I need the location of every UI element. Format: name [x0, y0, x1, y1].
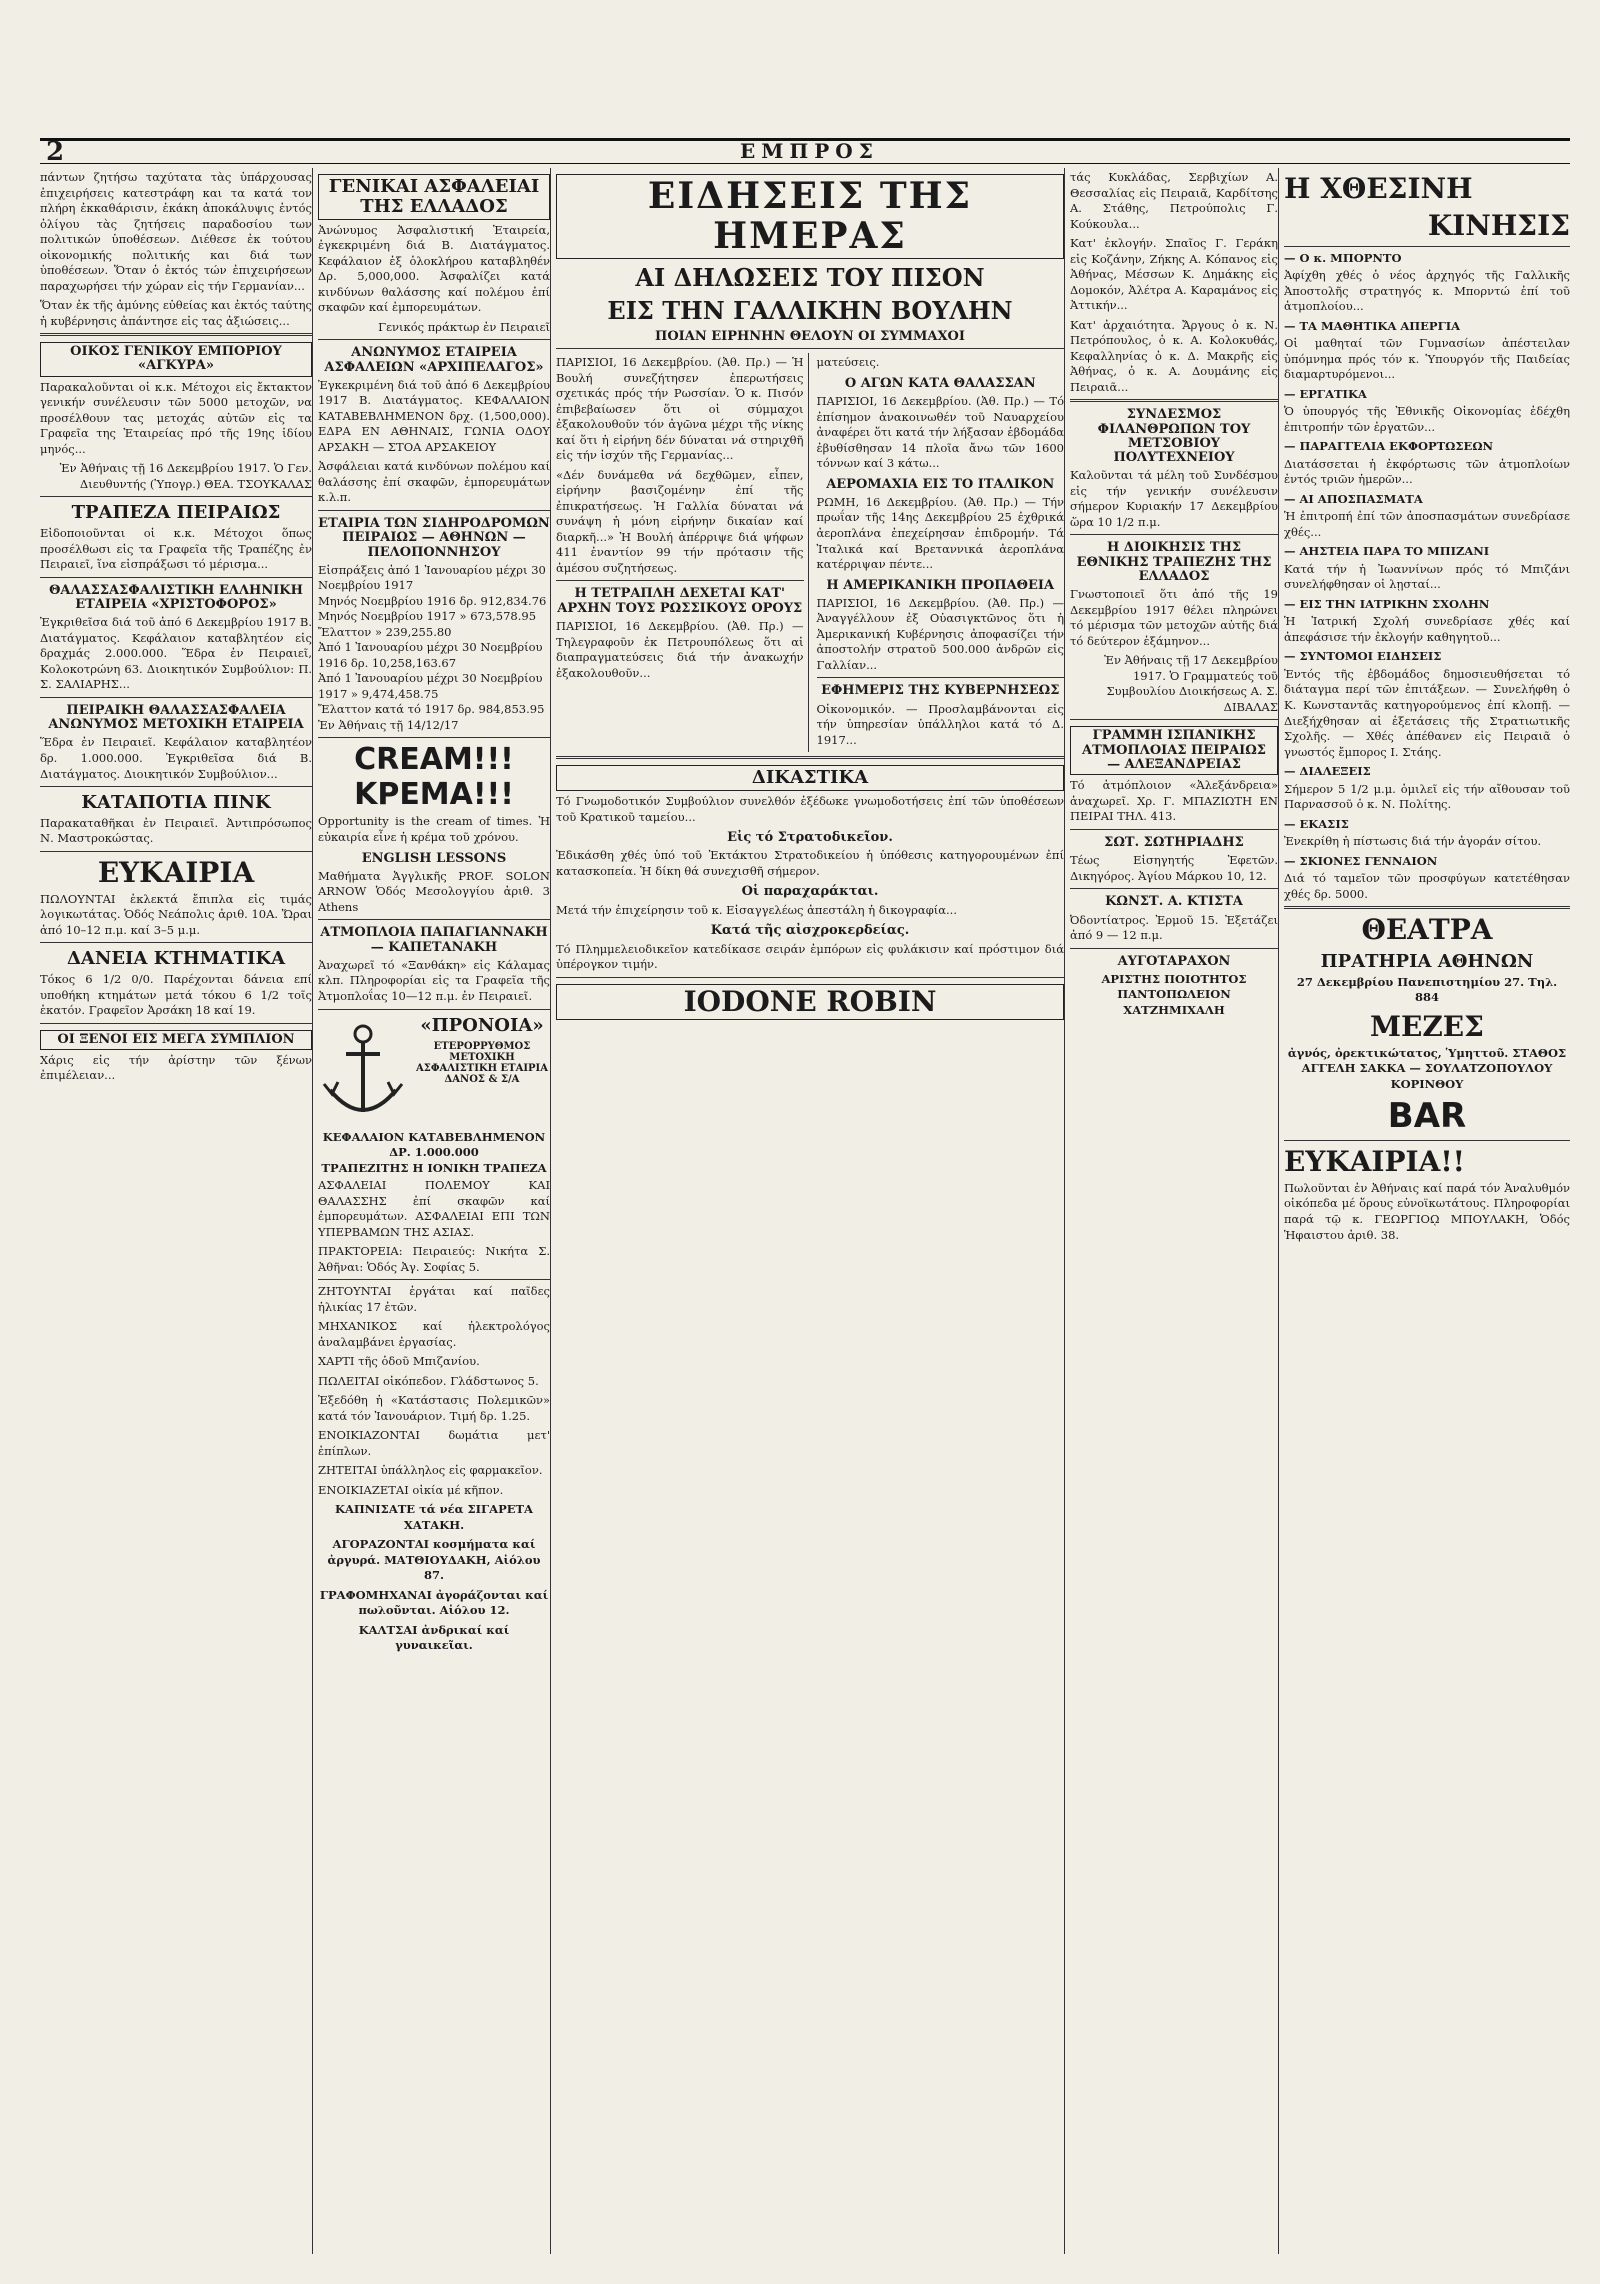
section-title: ΕΙΔΗΣΕΙΣ ΤΗΣ ΗΜΕΡΑΣ: [556, 174, 1064, 259]
ad-grammi-text: Τό ἀτμόπλοιον «Ἀλεξάνδρεια» ἀναχωρεῖ. Χρ. Γ. ΜΠΑΖΙΩΤΗ ΕΝ ΠΕΙΡΑΙ ΤΗΛ. 413.: [1070, 778, 1278, 824]
ad-augotaraxon-title: ΑΥΓΟΤΑΡΑΧΟΝ: [1117, 953, 1231, 969]
ad-dioikisis-sign: Ἐν Ἀθήναις τῇ 17 Δεκεμβρίου 1917. Ὁ Γραμματεύς τοῦ Συμβουλίου Διοικήσεως Α. Σ. ΔΙΒΑΛΑΣ: [1104, 653, 1278, 714]
ad-english-title: ENGLISH LESSONS: [361, 850, 507, 866]
ad-christoforos-title: ΘΑΛΑΣΣΑΣΦΑΛΙΣΤΙΚΗ ΕΛΛΗΝΙΚΗ ΕΤΑΙΡΕΙΑ «ΧΡΙΣΤΟΦΟΡΟΣ»: [49, 582, 303, 612]
divider: [1284, 906, 1570, 909]
article-efimeris-text: Οἰκονομικόν. — Προσλαμβάνονται εἰς τήν ὑπηρεσίαν ὑπάλληλοι κατά τό Δ. 1917...: [816, 701, 1064, 747]
news-item-heading: — ΔΙΑΛΕΞΕΙΣ: [1284, 764, 1371, 779]
classified-item: ΚΑΛΤΣΑΙ ἀνδρικαί καί γυναικεῖαι.: [358, 1622, 510, 1653]
news-item-heading: — ΤΑ ΜΑΘΗΤΙΚΑ ΑΠΕΡΓΙΑ: [1284, 318, 1461, 333]
paper-name: ΕΜΠΡΟΣ: [740, 139, 879, 163]
ad-pronoia-agency: ΠΡΑΚΤΟΡΕΙΑ: Πειραιεύς: Νικήτα Σ. Ἀθῆναι: Ὁδός Ἀγ. Σοφίας 5.: [318, 1244, 550, 1274]
divider: [318, 737, 550, 738]
dikastika-sub2: Οἱ παραχαράκται.: [741, 884, 879, 900]
ad-xenoi-title: ΟΙ ΞΕΝΟΙ ΕΙΣ ΜΕΓΑ ΣΥΜΠΛΙΟΝ: [40, 1030, 312, 1050]
news-item-text: Διά τό ταμεῖον τῶν προσφύγων κατετέθησαν χθές δρ. 5000.: [1284, 871, 1570, 901]
ad-ktista-title: ΚΩΝΣΤ. Α. ΚΤΙΣΤΑ: [1105, 894, 1243, 910]
kinisis-title-1: Η ΧΘΕΣΙΝΗ: [1284, 172, 1473, 205]
news-columns: [556, 353, 1064, 752]
divider: [40, 786, 312, 787]
article-aeromachia-text: ΡΩΜΗ, 16 Δεκεμβρίου. (Ἀθ. Πρ.) — Τήν πρωΐαν τῆς 14ης Δεκεμβρίου 25 ἐχθρικά ἀεροπλάνα ἐπεχείρησαν ἐπιδρομήν. Τά Ἰταλικά καί Βρεταννικά ἀεροπλάνα κατέρριψαν πέντε...: [816, 494, 1064, 572]
receipt-line: Μηνός Νοεμβρίου 1916 δρ. 912,834.76: [318, 593, 547, 608]
ad-katapotia-title: ΚΑΤΑΠΟΤΙΑ ΠΙΝΚ: [81, 792, 271, 814]
classified-item: ΠΩΛΕΙΤΑΙ οἰκόπεδον. Γλάδστωνος 5.: [318, 1373, 539, 1388]
divider: [1070, 888, 1278, 889]
appointments-text-3: Κατ' ἀρχαιότητα. Ἄργους ὁ κ. Ν. Πετρόπουλος, ὁ κ. Α. Κολοκυθάς, Κεφαλληνίας ὁ κ. Δ. Μακρῆς εἰς Ἀθήνας, ὁ κ. Α. Δουμάνης εἰς Πειραιᾶ...: [1070, 317, 1278, 394]
article-tetraple-text: ΠΑΡΙΣΙΟΙ, 16 Δεκεμβρίου. (Ἀθ. Πρ.) — Τηλεγραφοῦν ἐκ Πετρουπόλεως ὅτι αἱ διαπραγματεύσεις διά τήν ἀνακωχήν ἐξακολουθοῦν...: [556, 619, 804, 680]
ad-eukairia-title: ΕΥΚΑΙΡΙΑ: [97, 855, 255, 889]
divider: [817, 677, 1065, 678]
article-pison-cont: «Δέν δυνάμεθα νά δεχθῶμεν, εἶπεν, εἰρήνην βασιζομένην ἐπί τῆς ἐπικρατήσεως. Ἡ Γαλλία δύναται νά συνάψη ἡ μόνη εἰρήνην δικαίαν καί διαρκῆ...» Ἡ Βουλή ἀπέρριψε διά ψήφων 411 ἐναντίον 99 τήν πρότασιν τῆς ἀμέσου συζητήσεως.: [556, 467, 804, 575]
ad-dioikisis-title: Η ΔΙΟΙΚΗΣΙΣ ΤΗΣ ΕΘΝΙΚΗΣ ΤΡΑΠΕΖΗΣ ΤΗΣ ΕΛΛΑΔΟΣ: [1076, 540, 1272, 585]
article-thalassa-title: Ο ΑΓΩΝ ΚΑΤΑ ΘΑΛΑΣΣΑΝ: [844, 375, 1036, 391]
ad-cream-title: CREAM!!! ΚΡΕΜΑ!!!: [354, 742, 514, 813]
receipt-line: Μηνός Νοεμβρίου 1917 » 673,578.95: [318, 609, 537, 624]
ad-genikai-note: Γενικός πράκτωρ ἐν Πειραιεῖ: [378, 319, 550, 334]
news-item-heading: — ΑΙ ΑΠΟΣΠΑΣΜΑΤΑ: [1284, 491, 1423, 506]
ad-pronoia-sub: ΕΤΕΡΟΡΡΥΘΜΟΣ ΜΕΤΟΧΙΚΗ ΑΣΦΑΛΙΣΤΙΚΗ ΕΤΑΙΡΙΑ ΔΑΝΟΣ & Σ/Α: [415, 1041, 548, 1086]
classified-item: ΕΝΟΙΚΙΑΖΕΤΑΙ οἰκία μέ κῆπον.: [318, 1482, 504, 1497]
classified-item: Ἐξεδόθη ἡ «Κατάστασις Πολεμικῶν» κατά τόν Ἰανουάριον. Τιμή δρ. 1.25.: [318, 1393, 550, 1423]
divider: [1070, 948, 1278, 949]
divider: [1284, 246, 1570, 247]
classified-item: ΖΗΤΟΥΝΤΑΙ ἐργάται καί παῖδες ἡλικίας 17 ἐτῶν.: [318, 1284, 550, 1314]
divider: [40, 697, 312, 698]
ad-archipelagos-text2: Ἀσφάλειαι κατά κινδύνων πολέμου καί θαλάσσης ἐπί σκαφῶν, ἐμπορευμάτων κ.λ.π.: [318, 459, 550, 505]
theatre-text: 27 Δεκεμβρίου Πανεπιστημίου 27. Τηλ. 884: [1296, 974, 1558, 1005]
ad-syndesmos-title: ΣΥΝΔΕΣΜΟΣ ΦΙΛΑΝΘΡΩΠΩΝ ΤΟΥ ΜΕΤΣΟΒΙΟΥ ΠΟΛΥΤΕΧΝΕΙΟΥ: [1097, 407, 1251, 466]
ad-archipelagos-title: ΑΝΩΝΥΜΟΣ ΕΤΑΙΡΕΙΑ ΑΣΦΑΛΕΙΩΝ «ΑΡΧΙΠΕΛΑΓΟΣ»: [324, 345, 544, 375]
divider: [1070, 829, 1278, 830]
classified-item: ΧΑΡΤΙ τῆς ὁδοῦ Μπιζανίου.: [318, 1354, 480, 1369]
appointments-text: τάς Κυκλάδας, Σερβιχίων Α. Θεσσαλίας εἰς Πειραιᾶ, Καρδίτσης Α. Στάθης, Πετρούπολις Γ. Κούκουλα...: [1070, 170, 1278, 231]
news-item-text: Ἐνεκρίθη ἡ πίστωσις διά τήν ἀγοράν σίτου.: [1284, 834, 1542, 849]
news-item-heading: — ΠΑΡΑΓΓΕΛΙΑ ΕΚΦΟΡΤΩΣΕΩΝ: [1284, 439, 1494, 454]
column-3: [556, 168, 1065, 2254]
ad-augotaraxon-text: ΑΡΙΣΤΗΣ ΠΟΙΟΤΗΤΟΣ ΠΑΝΤΟΠΩΛΕΙΟΝ ΧΑΤΖΗΜΙΧΑΛΗ: [1101, 971, 1247, 1017]
dikastika-title: ΔΙΚΑΣΤΙΚΑ: [556, 765, 1064, 791]
ad-english-text: Μαθήματα Ἀγγλικῆς PROF. SOLON ARNOW Ὁδός Μεσολογγίου ἀριθ. 3 Athens: [318, 868, 550, 914]
ad-sotiriadis-text: Τέως Εἰσηγητής Ἐφετῶν. Δικηγόρος. Ἀγίου Μάρκου 10, 12.: [1070, 853, 1278, 883]
article-ameriki-title: Η ΑΜΕΡΙΚΑΝΙΚΗ ΠΡΟΠΑΘΕΙΑ: [826, 577, 1055, 593]
divider: [556, 977, 1064, 978]
divider: [556, 580, 804, 581]
railway-receipts: [318, 563, 550, 734]
receipt-line: Εἰσπράξεις ἀπό 1 Ἰανουαρίου μέχρι 30 Νοεμβρίου 1917: [318, 562, 546, 593]
ad-eukairia-text: ΠΩΛΟΥΝΤΑΙ ἐκλεκτά ἔπιπλα εἰς τιμάς λογικωτάτας. Ὁδός Νεάπολις ἀριθ. 10Α. Ὥραι ἀπό 10–12 π.μ. καί 3–5 μ.μ.: [40, 891, 312, 937]
dikastika-text3: Μετά τήν ἐπιχείρησιν τοῦ κ. Εἰσαγγελέως ἀπεστάλη ἡ δικογραφία...: [556, 902, 957, 917]
article-ameriki-text: ΠΑΡΙΣΙΟΙ, 16 Δεκεμβρίου. (Ἀθ. Πρ.) — Ἀναγγέλλουν ἐξ Οὐασιγκτῶνος ὅτι ἡ Ἀμερικανική Κυβέρνησις ἀποφασίζει τήν ἀποστολήν στρατοῦ 500.000 ἀνδρῶν εἰς Γαλλίαν...: [816, 595, 1064, 672]
column-5: [1284, 168, 1570, 2254]
classified-item: ΚΑΠΝΙΣΑΤΕ τά νέα ΣΙΓΑΡΕΤΑ ΧΑΤΑΚΗ.: [335, 1502, 533, 1532]
divider: [318, 510, 550, 511]
ad-peiraiki-text: Ἕδρα ἐν Πειραιεῖ. Κεφάλαιον καταβλητέον δρ. 1.000.000. Ἐγκριθεῖσα διά Β. Διατάγματος. Διοικητικόν Συμβούλιον...: [40, 735, 312, 781]
classified-item: ΑΓΟΡΑΖΟΝΤΑΙ κοσμήματα καί ἀργυρά. ΜΑΤΘΙΟΥΔΑΚΗ, Αἰόλου 87.: [327, 1537, 541, 1583]
ad-xenoi-text: Χάρις εἰς τήν ἀρίστην τῶν ξένων ἐπιμέλειαν...: [40, 1052, 312, 1083]
page-number: 2: [46, 137, 65, 167]
news-item-heading: — Ο κ. ΜΠΟΡΝΤΟ: [1284, 250, 1402, 265]
theatre-title: ΘΕΑΤΡΑ: [1361, 913, 1493, 947]
divider: [1070, 534, 1278, 535]
column-1: [40, 168, 313, 2254]
kinisis-title-2: ΚΙΝΗΣΙΣ: [1427, 208, 1570, 242]
divider: [40, 851, 312, 852]
classified-item: ΖΗΤΕΙΤΑΙ ὑπάλληλος εἰς φαρμακεῖον.: [318, 1463, 543, 1478]
divider: [1070, 399, 1278, 402]
article-cont: ματεύσεις.: [816, 355, 880, 370]
ad-agkyra-sign: Ἐν Ἀθήναις τῇ 16 Δεκεμβρίου 1917. Ὁ Γεν. Διευθυντής (Ὑπογρ.) ΘΕΑ. ΤΣΟΥΚΑΛΑΣ: [59, 461, 312, 491]
ad-trapeza-peiraios-title: ΤΡΑΠΕΖΑ ΠΕΙΡΑΙΩΣ: [71, 502, 281, 524]
ad-sidirodromoi-title: ΕΤΑΙΡΙΑ ΤΩΝ ΣΙΔΗΡΟΔΡΟΜΩΝ ΠΕΙΡΑΙΩΣ — ΑΘΗΝΩΝ — ΠΕΛΟΠΟΝΝΗΣΟΥ: [318, 515, 550, 560]
column-4: [1070, 168, 1279, 2254]
ad-ktista-text: Ὀδοντίατρος. Ἑρμοῦ 15. Ἐξετάζει ἀπό 9 — 12 π.μ.: [1070, 912, 1278, 943]
receipt-line: Ἐν Ἀθήναις τῇ 14/12/17: [318, 717, 459, 732]
news-item-heading: — ΕΡΓΑΤΙΚΑ: [1284, 386, 1367, 401]
news-item-text: Σήμερον 5 1/2 μ.μ. ὁμιλεῖ εἰς τήν αἴθουσαν τοῦ Παρνασσοῦ ὁ κ. Ν. Πολίτης.: [1284, 781, 1570, 812]
ad-genikai-text: Ἀνώνυμος Ἀσφαλιστική Ἑταιρεία, ἐγκεκριμένη διά Β. Διατάγματος. Κεφάλαιον ἐξ ὁλοκλήρου καταβληθέν Δρ. 5,000,000. Ἀσφαλίζει κατά κινδύνων θαλάσσης καί πολέμου ἐπί σκαφῶν καί ἐμπορευμάτων.: [318, 222, 550, 315]
ad-christoforos-text: Ἐγκριθεῖσα διά τοῦ ἀπό 6 Δεκεμβρίου 1917 Β. Διατάγματος. Κεφάλαιον καταβλητέον εἰς δραχμάς 2.000.000. Ἕδρα ἐν Πειραιεῖ, Κολοκοτρώνη 63. Διοικητικόν Συμβούλιον: Π. Σ. ΣΑΛΙΑΡΗΣ...: [40, 615, 312, 692]
ad-pronoia-text: ΑΣΦΑΛΕΙΑΙ ΠΟΛΕΜΟΥ ΚΑΙ ΘΑΛΑΣΣΗΣ ἐπί σκαφῶν καί ἐμπορευμάτων. ΑΣΦΑΛΕΙΑΙ ΕΠΙ ΤΩΝ ΥΠΕΡΒΑΜΩΝ ΤΗΣ ΑΣΙΑΣ.: [318, 1178, 550, 1239]
news-item-text: Ἐντός τῆς ἑβδομάδος δημοσιευθήσεται τό διάταγμα περί τῶν ἐπιτάξεων. — Συνελήφθη ὁ Κ. Κωνσταντᾶς κατηγορούμενος ἐπί κλοπῇ. — Διεξήχθησαν αἱ ἐξετάσεις τῆς Στρατιωτικῆς Σχολῆς. — Χθές ἀπέθανεν εἰς Πειραιᾶ ὁ γνωστός ἔμπορος Ι. Στάης.: [1284, 666, 1570, 759]
theatre-sub: ΠΡΑΤΗΡΙΑ ΑΘΗΝΩΝ: [1320, 950, 1534, 972]
classified-item: ΜΗΧΑΝΙΚΟΣ καί ἠλεκτρολόγος ἀναλαμβάνει ἐργασίας.: [318, 1319, 550, 1349]
mezes-text: ἀγνός, ὀρεκτικώτατος, Ὑμηττοῦ. ΣΤΑΘΟΣ ΑΓΓΕΛΗ ΣΑΚΚΑ — ΣΟΥΛΑΤΖΟΠΟΥΛΟΥ ΚΟΡΙΝΘΟΥ: [1287, 1045, 1567, 1091]
receipt-line: Ἀπό 1 Ἰανουαρίου μέχρι 30 Νοεμβρίου 1917 » 9,474,458.75: [318, 671, 543, 701]
headline-1: ΑΙ ΔΗΛΩΣΕΙΣ ΤΟΥ ΠΙΣΟΝ: [635, 263, 985, 293]
lead-article-cont: Ὅταν ἐκ τῆς ἀμύνης εὐθείας και ἐκτός ταύτης ἡ κυβέρνησις ἀπάντησε εἰς τας ἀξιώσεις...: [40, 298, 312, 328]
news-item-text: Ἡ ἐπιτροπή ἐπί τῶν ἀποσπασμάτων συνεδρίασε χθές...: [1284, 509, 1570, 539]
divider: [318, 1279, 550, 1280]
classifieds: [318, 1284, 550, 1654]
receipt-line: Ἀπό 1 Ἰανουαρίου μέχρι 30 Νοεμβρίου 1916 δρ. 10,258,163.67: [318, 640, 543, 670]
ad-syndesmos-text: Καλοῦνται τά μέλη τοῦ Συνδέσμου εἰς τήν γενικήν συνέλευσιν σήμερον Κυριακήν 17 Δεκεμβρίου ὥρα 10 1/2 π.μ.: [1070, 468, 1278, 529]
dikastika-text: Τό Γνωμοδοτικόν Συμβούλιον συνελθόν ἐξέδωκε γνωμοδοτήσεις ἐπί τῶν ὑποθέσεων τοῦ Κρατικοῦ ταμείου...: [556, 794, 1064, 824]
ad-atmoploia-title: ΑΤΜΟΠΛΟΙΑ ΠΑΠΑΓΙΑΝΝΑΚΗ — ΚΑΠΕΤΑΝΑΚΗ: [320, 925, 548, 955]
article-pison: ΠΑΡΙΣΙΟΙ, 16 Δεκεμβρίου. (Ἀθ. Πρ.) — Ἡ Βουλή συνεζήτησεν ἐπερωτήσεις σχετικάς πρός τήν Ρωσσίαν. Ὁ κ. Πισόν ἐπιβεβαίωσεν ὅτι οἱ σύμμαχοι ἐξακολουθοῦν τόν ἀγῶνα μέχρι τῆς νίκης καί ὅτι ἡ εἰρήνη δέν δύναται νά στηριχθῆ εἰς τήν ἰσχύν τῆς Γερμανίας...: [556, 355, 804, 463]
news-item-text: Ἡ Ἰατρική Σχολή συνεδρίασε χθές καί ἀπεφάσισε τήν ἐκλογήν καθηγητοῦ...: [1284, 614, 1570, 644]
divider: [318, 1009, 550, 1010]
article-tetraple-title: Η ΤΕΤΡΑΠΛΗ ΔΕΧΕΤΑΙ ΚΑΤ' ΑΡΧΗΝ ΤΟΥΣ ΡΩΣΣΙΚΟΥΣ ΟΡΟΥΣ: [557, 586, 803, 616]
divider: [556, 348, 1064, 349]
ad-grammi-title: ΓΡΑΜΜΗ ΙΣΠΑΝΙΚΗΣ ΑΤΜΟΠΛΟΙΑΣ ΠΕΙΡΑΙΩΣ — ΑΛΕΞΑΝΔΡΕΙΑΣ: [1070, 726, 1278, 775]
headline-3: ΠΟΙΑΝ ΕΙΡΗΝΗΝ ΘΕΛΟΥΝ ΟΙ ΣΥΜΜΑΧΟΙ: [655, 328, 965, 344]
lead-article: πάντων ζητήσω ταχύτατα τὰς ὑπάρχουσας ἐπιχειρήσεις κατεστράφη και τα κατά τον πλήρη ἐκκαθάρισιν, ἐκάκη ἀποκάλυψις ἐντός ὀλίγου τὰς ζητήσεις παραδοσίου των πολιτικών ὑποθέσεων. Διέθεσε ἐκ τούτου οἰκονομικής πολιτικής και διά των ὑποθέσεων. Ὅταν ὁ ἐκτός τών ἐπιχειρήσεων παραχωρήσει τήν χώραν εἰς τήν Γερμανίαν...: [40, 170, 312, 293]
divider: [318, 919, 550, 920]
ad-agkyra-title: ΟΙΚΟΣ ΓΕΝΙΚΟΥ ΕΜΠΟΡΙΟΥ «ΑΓΚΥΡΑ»: [40, 342, 312, 377]
divider: [318, 339, 550, 340]
ad-atmoploia-text: Ἀναχωρεῖ τό «Ξανθάκη» εἰς Κάλαμας κλπ. Πληροφορίαι εἰς τα Γραφεῖα τῆς Ἀτμοπλοΐας 10—12 π.μ. ἐν Πειραιεῖ.: [318, 957, 550, 1003]
dikastika-text4: Τό Πλημμελειοδικεῖον κατεδίκασε σειράν ἐμπόρων εἰς φυλάκισιν καί πρόστιμον διά ὑπέρογκον τιμήν.: [556, 941, 1064, 972]
ad-archipelagos-text: Ἐγκεκριμένη διά τοῦ ἀπό 6 Δεκεμβρίου 1917 Β. Διατάγματος. ΚΕΦΑΛΑΙΟΝ ΚΑΤΑΒΕΒΛΗΜΕΝΟΝ δρχ. (1,500,000). ΕΔΡΑ ΕΝ ΑΘΗΝΑΙΣ, ΓΩΝΙΑ ΟΔΟΥ ΑΡΣΑΚΗ — ΣΤΟΑ ΑΡΣΑΚΕΙΟΥ: [318, 377, 550, 454]
article-efimeris-title: ΕΦΗΜΕΡΙΣ ΤΗΣ ΚΥΒΕΡΝΗΣΕΩΣ: [821, 683, 1060, 699]
news-item-text: Κατά τήν ἡ Ἰωαννίνων πρός τό Μπιζάνι συνελήφθησαν οἱ λῃσταί...: [1284, 561, 1570, 592]
ad-cream-text: Opportunity is the cream of times. Ἡ εὐκαιρία εἶνε ἡ κρέμα τοῦ χρόνου.: [318, 814, 550, 844]
article-thalassa-text: ΠΑΡΙΣΙΟΙ, 16 Δεκεμβρίου. (Ἀθ. Πρ.) — Τό ἐπίσημον ἀνακοινωθέν τοῦ Ναυαρχείου ἀναφέρει ὅτι κατά τήν λήξασαν ἑβδομάδα ἐβυθίσθησαν 14 πλοῖα ἄνω τῶν 1600 τόννων καί 3 κάτω...: [816, 394, 1064, 471]
ad-agkyra-text: Παρακαλοῦνται οἱ κ.κ. Μέτοχοι εἰς ἔκτακτον γενικήν συνέλευσιν τῶν 5000 μετοχῶν, να προσέλθουν τας μετοχάς αὐτῶν εἰς τα Γραφεῖα της Ἑταιρείας πρό τῆς 19ης ἰδίου μηνός...: [40, 379, 312, 456]
ad-dioikisis-text: Γνωστοποιεῖ ὅτι ἀπό τῆς 19 Δεκεμβρίου 1917 θέλει πληρώνει τό μέρισμα τῶν μετοχῶν αὐτῆς διά τό δεύτερον ἑξάμηνον...: [1070, 587, 1278, 648]
ad-trapeza-peiraios-text: Εἰδοποιοῦνται οἱ κ.κ. Μέτοχοι ὅπως προσέλθωσι εἰς τα Γραφεῖα τῆς Τραπέζης ἐν Πειραιεῖ, ἵνα εἰσπράξωσι τό μέρισμα...: [40, 526, 312, 572]
receipt-line: Ἔλαττον κατά τό 1917 δρ. 984,853.95: [318, 702, 545, 717]
news-item-text: Διατάσσεται ἡ ἐκφόρτωσις τῶν ἀτμοπλοίων ἐντός τριῶν ἡμερῶν...: [1284, 456, 1570, 487]
ad-daneia-title: ΔΑΝΕΙΑ ΚΤΗΜΑΤΙΚΑ: [66, 948, 286, 970]
news-item-text: Οἱ μαθηταί τῶν Γυμνασίων ἀπέστειλαν ὑπόμνημα πρός τόν κ. Ὑπουργόν τῆς Παιδείας διαμαρτυρόμενοι...: [1284, 336, 1570, 382]
divider: [40, 1023, 312, 1024]
news-item-heading: — ΣΚΙΟΝΕΣ ΓΕΝΝΑΙΟΝ: [1284, 853, 1438, 868]
news-item-text: Ὁ ὑπουργός τῆς Ἐθνικῆς Οἰκονομίας ἐδέχθη ἐπιτροπήν τῶν ἐργατῶν...: [1284, 404, 1570, 434]
anchor-icon: [318, 1020, 408, 1130]
news-right: [817, 353, 1065, 752]
ad-pronoia-title: «ΠΡΟΝΟΙΑ»: [420, 1014, 544, 1036]
divider: [1070, 719, 1278, 720]
ad-pronoia-bank: ΤΡΑΠΕΖΙΤΗΣ Η ΙΟΝΙΚΗ ΤΡΑΠΕΖΑ: [321, 1160, 547, 1175]
ad-genikai-title: ΓΕΝΙΚΑΙ ΑΣΦΑΛΕΙΑΙ ΤΗΣ ΕΛΛΑΔΟΣ: [318, 174, 550, 220]
ad-iodone-robin: IODONE ROBIN: [556, 984, 1064, 1021]
article-aeromachia-title: ΑΕΡΟΜΑΧΙΑ ΕΙΣ ΤΟ ΙΤΑΛΙΚΟΝ: [826, 476, 1055, 492]
ad-daneia-text: Τόκος 6 1/2 0/0. Παρέχονται δάνεια επί υποθήκη κτημάτων μετά τόκου 6 1/2 τοῖς ἑκατόν. Γραφεῖον Ἀρσάκη 18 καί 19.: [40, 971, 312, 1018]
news-item-text: Ἀφίχθη χθές ὁ νέος ἀρχηγός τῆς Γαλλικῆς Ἀποστολῆς στρατηγός κ. Μπορντώ ἐπί τοῦ ἀτμοπλοίου...: [1284, 268, 1570, 314]
mezes-title: ΜΕΖΕΣ: [1370, 1009, 1484, 1043]
news-left: [556, 353, 809, 752]
divider: [556, 756, 1064, 759]
ad-peiraiki-title: ΠΕΙΡΑΙΚΗ ΘΑΛΑΣΣΑΣΦΑΛΕΙΑ ΑΝΩΝΥΜΟΣ ΜΕΤΟΧΙΚΗ ΕΤΑΙΡΕΙΑ: [48, 702, 304, 733]
news-item-heading: — ΕΙΣ ΤΗΝ ΙΑΤΡΙΚΗΝ ΣΧΟΛΗΝ: [1284, 596, 1490, 611]
ad-sotiriadis-title: ΣΩΤ. ΣΩΤΗΡΙΑΔΗΣ: [1104, 834, 1244, 850]
classified-item: ΕΝΟΙΚΙΑΖΟΝΤΑΙ δωμάτια μετ' ἐπίπλων.: [318, 1428, 550, 1458]
dikastika-sub: Εἰς τό Στρατοδικεῖον.: [727, 830, 893, 846]
bar-title: BAR: [1387, 1096, 1467, 1137]
appointments-text-2: Κατ' ἐκλογήν. Σπαῖος Γ. Γεράκη εἰς Κοζάνην, Ζήκης Α. Κόπανος εἰς Ἀθήνας, Μέσσων Κ. Δημάκης εἰς Δομοκόν, Ἀλέτρα Α. Καραμάνος εἰς Ἀττικήν...: [1070, 236, 1278, 313]
ad-eukairia-title: ΕΥΚΑΙΡΙΑ!!: [1284, 1145, 1465, 1179]
news-item-heading: — ΑΗΣΤΕΙΑ ΠΑΡΑ ΤΟ ΜΠΙΖΑΝΙ: [1284, 544, 1490, 559]
column-2: [318, 168, 551, 2254]
dikastika-sub3: Κατά τῆς αἰσχροκερδείας.: [710, 923, 910, 939]
ad-pronoia: [318, 1016, 550, 1276]
news-item-heading: — ΕΚΑΣΙΣ: [1284, 816, 1349, 831]
receipt-line: Ἔλαττον » 239,255.80: [318, 624, 452, 639]
news-item-heading: — ΣΥΝΤΟΜΟΙ ΕΙΔΗΣΕΙΣ: [1284, 649, 1442, 664]
divider: [40, 577, 312, 578]
headline-2: ΕΙΣ ΤΗΝ ΓΑΛΛΙΚΗΝ ΒΟΥΛΗΝ: [607, 295, 1013, 325]
masthead: [40, 137, 1570, 167]
divider: [40, 942, 312, 943]
ad-katapotia-text: Παρακαταθῆκαι ἐν Πειραιεῖ. Ἀντιπρόσωπος Ν. Μαστροκώστας.: [40, 815, 312, 846]
divider: [40, 333, 312, 336]
dikastika-text2: Ἐδικάσθη χθές ὑπό τοῦ Ἐκτάκτου Στρατοδικείου ἡ ὑπόθεσις κατηγορουμένων ἐπί κατασκοπεία. Ἡ δίκη θά συνεχισθῆ σήμερον.: [556, 848, 1064, 878]
ad-pronoia-capital: ΚΕΦΑΛΑΙΟΝ ΚΑΤΑΒΕΒΛΗΜΕΝΟΝ ΔΡ. 1.000.000: [322, 1129, 546, 1160]
classified-item: ΓΡΑΦΟΜΗΧΑΝΑΙ ἀγοράζονται καί πωλοῦνται. Αἰόλου 12.: [319, 1587, 549, 1618]
ad-eukairia-text: Πωλοῦνται ἐν Ἀθήναις καί παρά τόν Ἀναλυθμόν οἰκόπεδα μέ ὅρους εὐνοϊκωτάτους. Πληροφορίαι παρά τῷ κ. ΓΕΩΡΓΙΟῼ ΜΠΟΥΛΑΚΗ, Ὁδός Ἡφαιστου ἀριθ. 38.: [1284, 1180, 1570, 1242]
divider: [40, 496, 312, 497]
divider: [1284, 1140, 1570, 1141]
